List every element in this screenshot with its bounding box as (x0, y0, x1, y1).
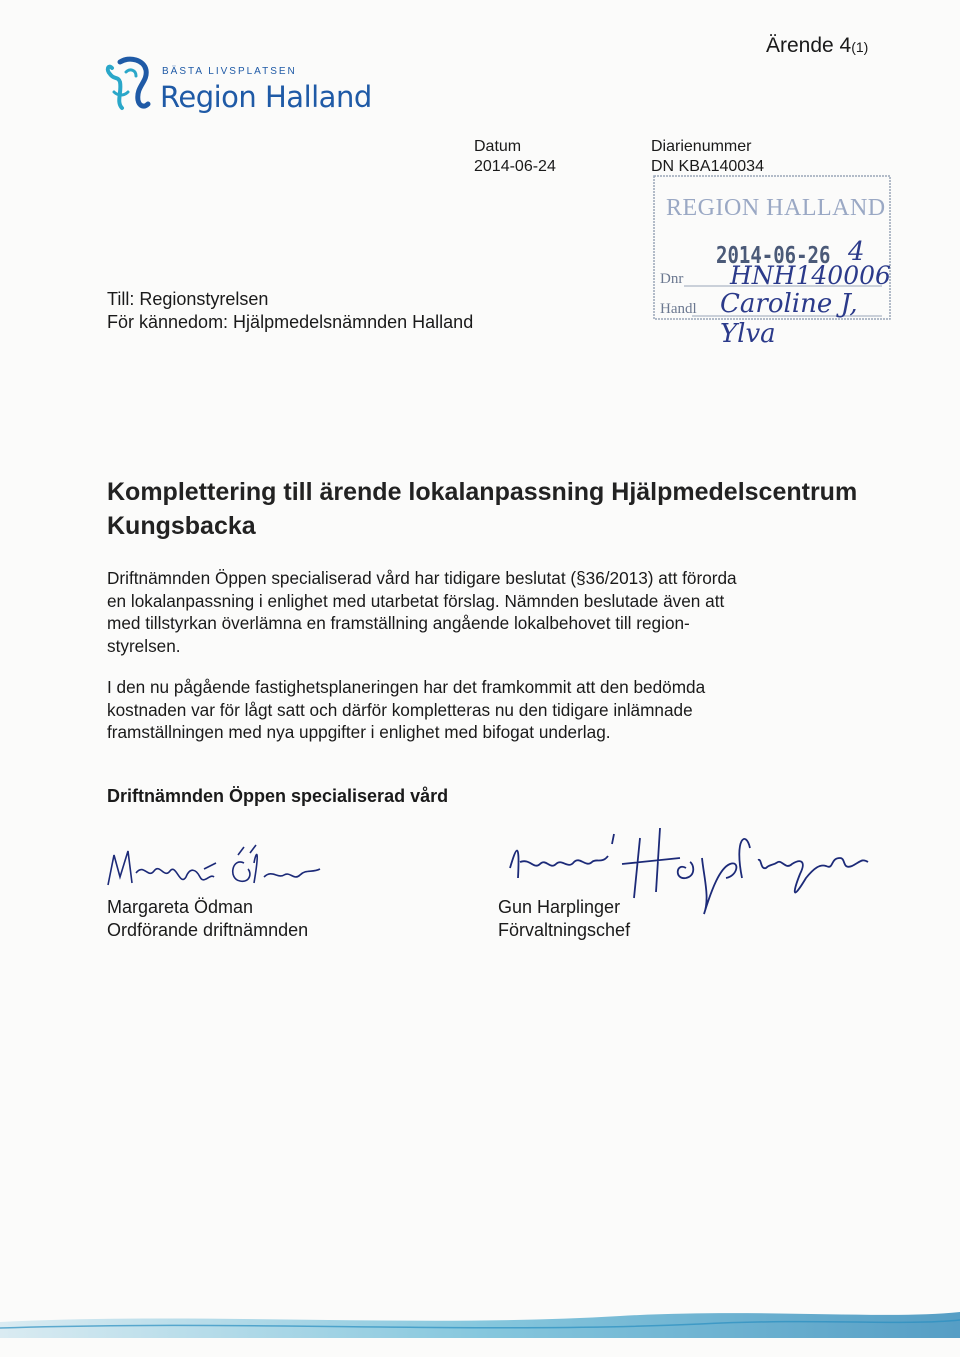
paragraph-line: kostnaden var för lågt satt och därför kompletteras nu den tidigare inlämnade (107, 699, 693, 720)
paragraph-line: I den nu pågående fastighetsplaneringen har det framkommit att den bedömda (107, 677, 706, 697)
stamp-handl-value: Caroline J, Ylva (720, 289, 858, 349)
signatory-name: Margareta Ödman (107, 897, 254, 917)
logo-tagline: BÄSTA LIVSPLATSEN (162, 66, 297, 77)
stamp-date-suffix: 4 (848, 237, 865, 267)
reference-block (651, 137, 764, 177)
signatory-role: Ordförande driftnämnden (107, 920, 309, 940)
stamp-dnr-label: Dnr (660, 271, 684, 287)
stamp-org: REGION HALLAND (666, 195, 886, 221)
signatory-right (498, 896, 630, 942)
recipients (107, 288, 473, 334)
received-stamp (652, 173, 892, 349)
case-number-label: Ärende 4 (766, 34, 852, 57)
decorative-wave-band (0, 1298, 960, 1338)
date-block (474, 137, 556, 177)
recipient-cc: För kännedom: Hjälpmedelsnämnden Halland (107, 312, 474, 332)
case-number (766, 34, 868, 58)
signatory-name: Gun Harplinger (498, 897, 621, 917)
signatory-role: Förvaltningschef (498, 920, 631, 940)
reference-label: Diarienummer (651, 138, 752, 155)
recipient-to: Till: Regionstyrelsen (107, 289, 269, 309)
signature-odman (104, 833, 344, 903)
signatory-left (107, 896, 308, 942)
organization-name: Region Halland (160, 80, 372, 114)
paragraph-line: Driftnämnden Öppen specialiserad vård har tidigare beslutat (§36/2013) att förorda (107, 568, 737, 588)
paragraph-line: en lokalanpassning i enlighet med utarbetat förslag. Nämnden beslutade även att (107, 590, 725, 611)
paragraph-line: med tillstyrkan överlämna en framställning angående lokalbehovet till region- (107, 613, 690, 634)
paragraph-line: framställningen med nya uppgifter i enlighet med bifogat underlag. (107, 722, 611, 743)
document-title: Komplettering till ärende lokalanpassning Hjälpmedelscentrum Kungsbacka (107, 478, 858, 540)
paragraph-2 (107, 676, 827, 744)
paragraph-line: styrelsen. (107, 635, 181, 656)
date-value: 2014-06-24 (474, 158, 556, 175)
stamp-handl-label: Handl (660, 301, 697, 317)
committee-name: Driftnämnden Öppen specialiserad vård (107, 786, 449, 806)
stamp-date-value: 2014-06-26 (716, 242, 831, 270)
region-halland-logo-icon (100, 52, 162, 114)
stamp-dnr-value: HNH140006 (730, 261, 891, 290)
date-label: Datum (474, 138, 522, 155)
reference-value: DN KBA140034 (651, 158, 764, 175)
case-number-sub: (1) (851, 39, 869, 55)
paragraph-1 (107, 567, 827, 657)
